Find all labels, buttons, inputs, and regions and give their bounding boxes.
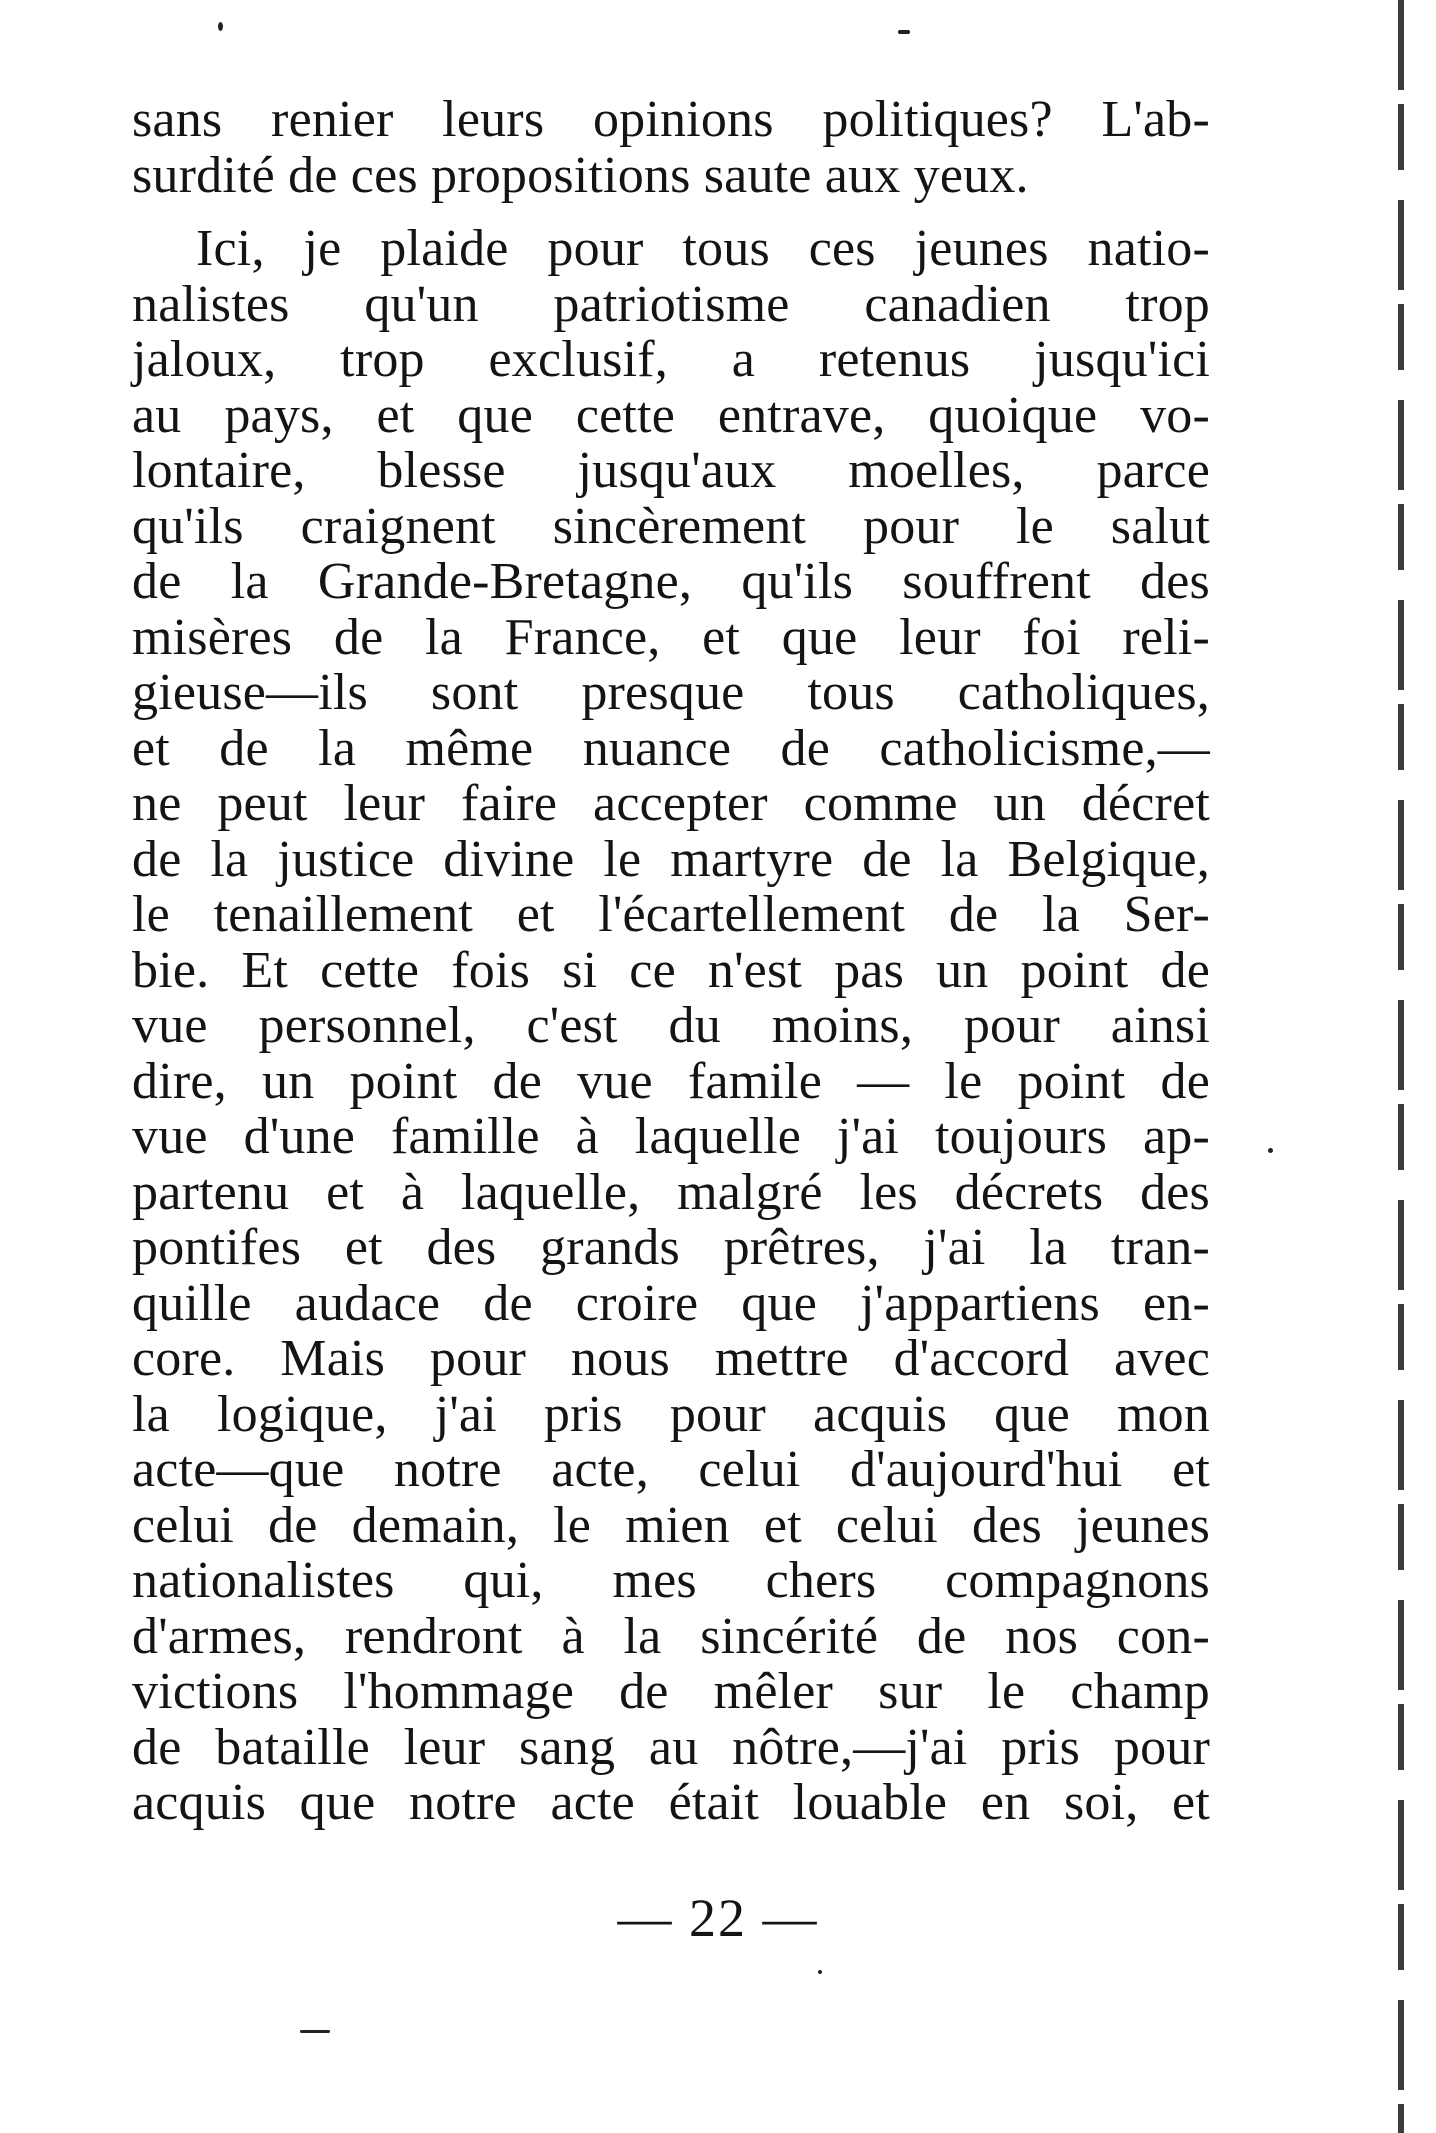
text-line: et de la même nuance de catholicisme,— (132, 719, 1210, 777)
ink-speck (218, 22, 223, 31)
text-line: acquis que notre acte était louable en soi, et (132, 1774, 1210, 1831)
text-line: nationalistes qui, mes chers compagnons (132, 1552, 1210, 1609)
text-line: de la justice divine le martyre de la Belgique, (132, 830, 1210, 888)
body-text (132, 92, 1210, 1831)
text-line: pontifes et des grands prêtres, j'ai la tran- (132, 1219, 1210, 1276)
text-line: la logique, j'ai pris pour acquis que mon (132, 1385, 1210, 1443)
text-line: surdité de ces propositions saute aux yeux. (132, 146, 1029, 204)
text-line: vue personnel, c'est du moins, pour ainsi (132, 997, 1210, 1054)
text-line: quille audace de croire que j'appartiens en- (132, 1274, 1210, 1332)
text-line: au pays, et que cette entrave, quoique vo- (132, 386, 1210, 444)
text-line: de bataille leur sang au nôtre,—j'ai pris pour (132, 1718, 1210, 1776)
ink-speck (818, 1970, 822, 1974)
text-line: qu'ils craignent sincèrement pour le salut (132, 497, 1210, 555)
text-line: acte—que notre acte, celui d'aujourd'hui et (132, 1441, 1210, 1498)
text-line: de la Grande-Bretagne, qu'ils souffrent des (132, 553, 1210, 610)
text-line: sans renier leurs opinions politiques? L'ab- (132, 91, 1210, 148)
text-line: jaloux, trop exclusif, a retenus jusqu'ici (132, 331, 1210, 388)
ink-speck (300, 2030, 330, 2033)
text-line: bie. Et cette fois si ce n'est pas un point de (132, 941, 1210, 999)
page-number: — 22 — (617, 1888, 819, 1948)
text-line: nalistes qu'un patriotisme canadien trop (132, 275, 1210, 333)
ink-speck (1268, 1148, 1273, 1153)
binding-edge-shadow (1398, 0, 1404, 2133)
text-line: partenu et à laquelle, malgré les décrets des (132, 1163, 1210, 1221)
text-line: core. Mais pour nous mettre d'accord avec (132, 1330, 1210, 1387)
text-line: Ici, je plaide pour tous ces jeunes natio- (196, 220, 1210, 277)
text-line: victions l'hommage de mêler sur le champ (132, 1663, 1210, 1720)
text-line: gieuse—ils sont presque tous catholiques, (132, 664, 1210, 721)
text-line: dire, un point de vue famile — le point de (132, 1052, 1210, 1110)
text-line: d'armes, rendront à la sincérité de nos con- (132, 1607, 1210, 1665)
ink-speck (898, 30, 910, 34)
text-line: ne peut leur faire accepter comme un décret (132, 775, 1210, 832)
text-line: celui de demain, le mien et celui des jeunes (132, 1496, 1210, 1554)
text-line: lontaire, blesse jusqu'aux moelles, parce (132, 442, 1210, 499)
text-line: misères de la France, et que leur foi reli- (132, 608, 1210, 666)
text-line: vue d'une famille à laquelle j'ai toujours ap- (132, 1108, 1210, 1165)
text-line: le tenaillement et l'écartellement de la Ser- (132, 886, 1210, 943)
paragraph-gap (132, 203, 1210, 221)
